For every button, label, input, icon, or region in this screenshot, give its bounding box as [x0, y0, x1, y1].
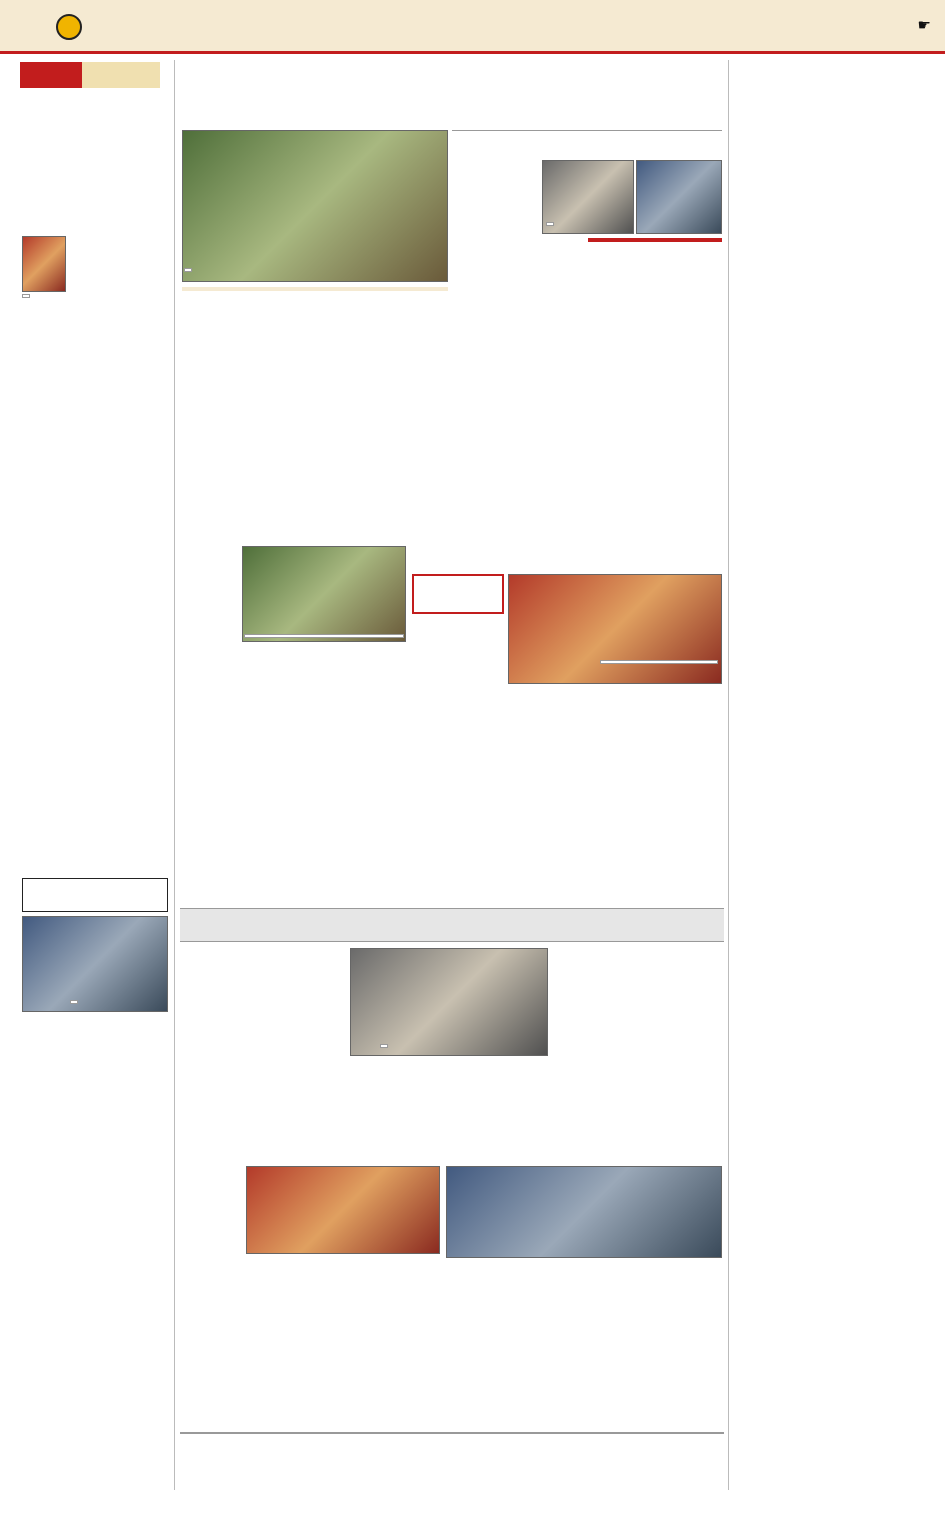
mla-summary: [182, 306, 448, 368]
stadium-photo: [242, 546, 406, 642]
s2-body-top: [70, 236, 168, 306]
anganwadi-tag-box: [412, 574, 504, 614]
electric-photo: [350, 948, 548, 1056]
logo-icon: [56, 14, 82, 40]
youth-body: [182, 1262, 440, 1428]
awareness-photo: [22, 916, 168, 1012]
temple-body-2: [542, 266, 722, 380]
s4-body: [22, 724, 168, 872]
stadium-body-b: [242, 660, 406, 870]
stadium-body-a: [182, 546, 238, 706]
kalash-body-b: [318, 386, 448, 520]
electric-body-2: [350, 1062, 548, 1138]
temple-body-4: [592, 384, 722, 458]
temple-photo-2: [636, 160, 722, 234]
column-divider: [174, 60, 175, 1490]
s6-body: [22, 1170, 168, 1488]
s5-body: [22, 1016, 168, 1138]
anganwadi-caption: [600, 660, 718, 664]
mla-subhead: [182, 287, 448, 291]
youth-body-a: [182, 1166, 242, 1262]
news-label: [82, 62, 160, 88]
temple-body: [454, 172, 538, 372]
s3-body: [22, 528, 168, 692]
column-divider: [728, 60, 729, 1490]
rule: [180, 1432, 724, 1434]
vhp-body: [446, 1262, 722, 1428]
temple-caption-1: [546, 222, 554, 226]
electric-body-3: [554, 948, 722, 1138]
pointer-icon: ☛: [917, 16, 931, 34]
electric-band: [180, 908, 724, 942]
vhp-photo: [446, 1166, 722, 1258]
kalash-yatra-photo: [182, 130, 448, 282]
anita-devi-photo: [22, 236, 66, 292]
s5-headline: [22, 878, 168, 912]
anganwadi-tag: [414, 576, 502, 580]
kalash-body-a: [182, 386, 312, 520]
s2-body: [22, 308, 168, 494]
youth-photo: [246, 1166, 440, 1254]
s2-caption: [22, 294, 30, 298]
kalash-caption: [184, 268, 192, 272]
s1-body: [22, 120, 168, 206]
temple-headline: [452, 130, 722, 131]
anganwadi-body-b: [508, 688, 722, 774]
anganwadi-photo: [508, 574, 722, 684]
spacer: [182, 1234, 183, 1235]
stadium-body-c: [182, 710, 238, 870]
temple-photo-1: [542, 160, 634, 234]
temple-body-3: [454, 384, 582, 458]
masthead: [0, 0, 945, 54]
anganwadi-body: [412, 634, 504, 774]
stadium-caption: [244, 634, 404, 638]
temple-caption-2: [588, 238, 722, 242]
s5-caption: [70, 1000, 78, 1004]
electric-caption: [380, 1044, 388, 1048]
electric-body: [182, 948, 344, 1138]
anganwadi-body-2: [412, 794, 722, 842]
anganwadi-body-3: [412, 862, 722, 902]
